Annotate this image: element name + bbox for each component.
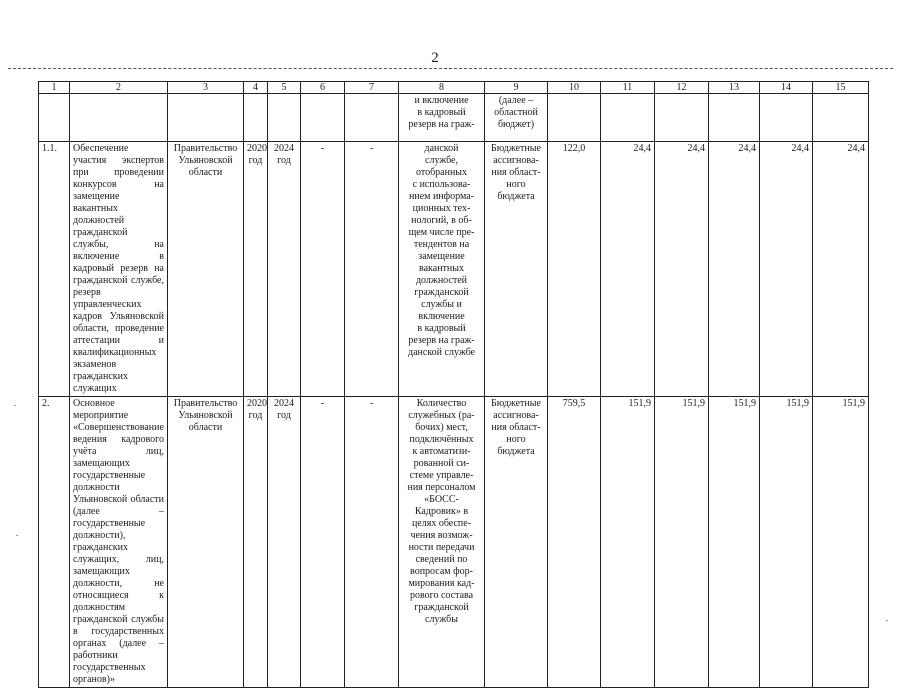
column-number: 10 [548, 82, 601, 94]
description-cell: Обеспечение участия экспертов при проведении конкурсов на замещение вакантных должностей гражданской службы, на включение в кадровый резерв на гражданской службе, резерв управленческих кадров Ульяновской области, проведение аттестации и квалификационных экзаменов гражданских служащих [70, 142, 168, 397]
funding-source-cell: Бюджетные ассигнова- ния област- ного бюджета [485, 142, 548, 397]
row-number-cell: 2. [39, 397, 70, 688]
column-number-row [39, 82, 869, 94]
indicator-cell: данской службе, отобранных с использова- нием информа- ционных тех- нологий, в об- щем числе пре- тендентов на замещение вакантных должностей гражданской службы и включение в кадровый резерв на граж- данской службе [399, 142, 485, 397]
year-2021-cell: 24,4 [655, 142, 709, 397]
column-number: 7 [345, 82, 399, 94]
indicator-cell: и включение в кадровый резерв на граж- [399, 94, 485, 142]
column-number: 12 [655, 82, 709, 94]
year-2022-cell: 24,4 [709, 142, 760, 397]
table-row [39, 397, 869, 688]
column-number: 9 [485, 82, 548, 94]
column-number: 13 [709, 82, 760, 94]
total-cell: 122,0 [548, 142, 601, 397]
continuation-row [39, 94, 869, 142]
column-number: 1 [39, 82, 70, 94]
table-row [39, 142, 869, 397]
end-year-cell: 2024 год [268, 142, 301, 397]
funding-source-cell: (далее – областной бюджет) [485, 94, 548, 142]
column-6-cell: - [301, 142, 345, 397]
year-2020-cell: 151,9 [601, 397, 655, 688]
year-2024-cell: 151,9 [813, 397, 869, 688]
year-2023-cell: 24,4 [760, 142, 813, 397]
row-number-cell: 1.1. [39, 142, 70, 397]
scan-speck [16, 535, 18, 536]
executor-cell: Правительство Ульяновской области [168, 142, 244, 397]
column-7-cell: - [345, 397, 399, 688]
column-number: 11 [601, 82, 655, 94]
column-number: 15 [813, 82, 869, 94]
indicator-cell: Количество служебных (ра- бочих) мест, подключённых к автоматизи- рованной си- стеме управле- ния персоналом «БОСС- Кадровик» в целях обеспе- чения возмож- ности передачи сведений по вопросам фор- мирования кад- рового состава гражданской службы [399, 397, 485, 688]
year-2023-cell: 151,9 [760, 397, 813, 688]
column-6-cell: - [301, 397, 345, 688]
program-table [38, 81, 869, 688]
year-2021-cell: 151,9 [655, 397, 709, 688]
year-2024-cell: 24,4 [813, 142, 869, 397]
column-7-cell: - [345, 142, 399, 397]
header-divider [8, 68, 893, 69]
start-year-cell: 2020 год [244, 397, 268, 688]
column-number: 6 [301, 82, 345, 94]
column-number: 8 [399, 82, 485, 94]
funding-source-cell: Бюджетные ассигнова- ния област- ного бюджета [485, 397, 548, 688]
column-number: 4 [244, 82, 268, 94]
scan-speck [886, 620, 888, 621]
end-year-cell: 2024 год [268, 397, 301, 688]
description-cell: Основное мероприятие «Совершенствование ведения кадрового учёта лиц, замещающих государственные должности Ульяновской области (далее – государственные должности), гражданских служащих, лиц, замещающих должности, не относящиеся к должностям гражданской службы в государственных органах (далее – работники государственных органов)» [70, 397, 168, 688]
column-number: 14 [760, 82, 813, 94]
executor-cell: Правительство Ульяновской области [168, 397, 244, 688]
year-2022-cell: 151,9 [709, 397, 760, 688]
column-number: 5 [268, 82, 301, 94]
column-number: 2 [70, 82, 168, 94]
page-number: 2 [431, 50, 439, 66]
scan-speck [14, 405, 16, 406]
start-year-cell: 2020 год [244, 142, 268, 397]
year-2020-cell: 24,4 [601, 142, 655, 397]
total-cell: 759,5 [548, 397, 601, 688]
column-number: 3 [168, 82, 244, 94]
